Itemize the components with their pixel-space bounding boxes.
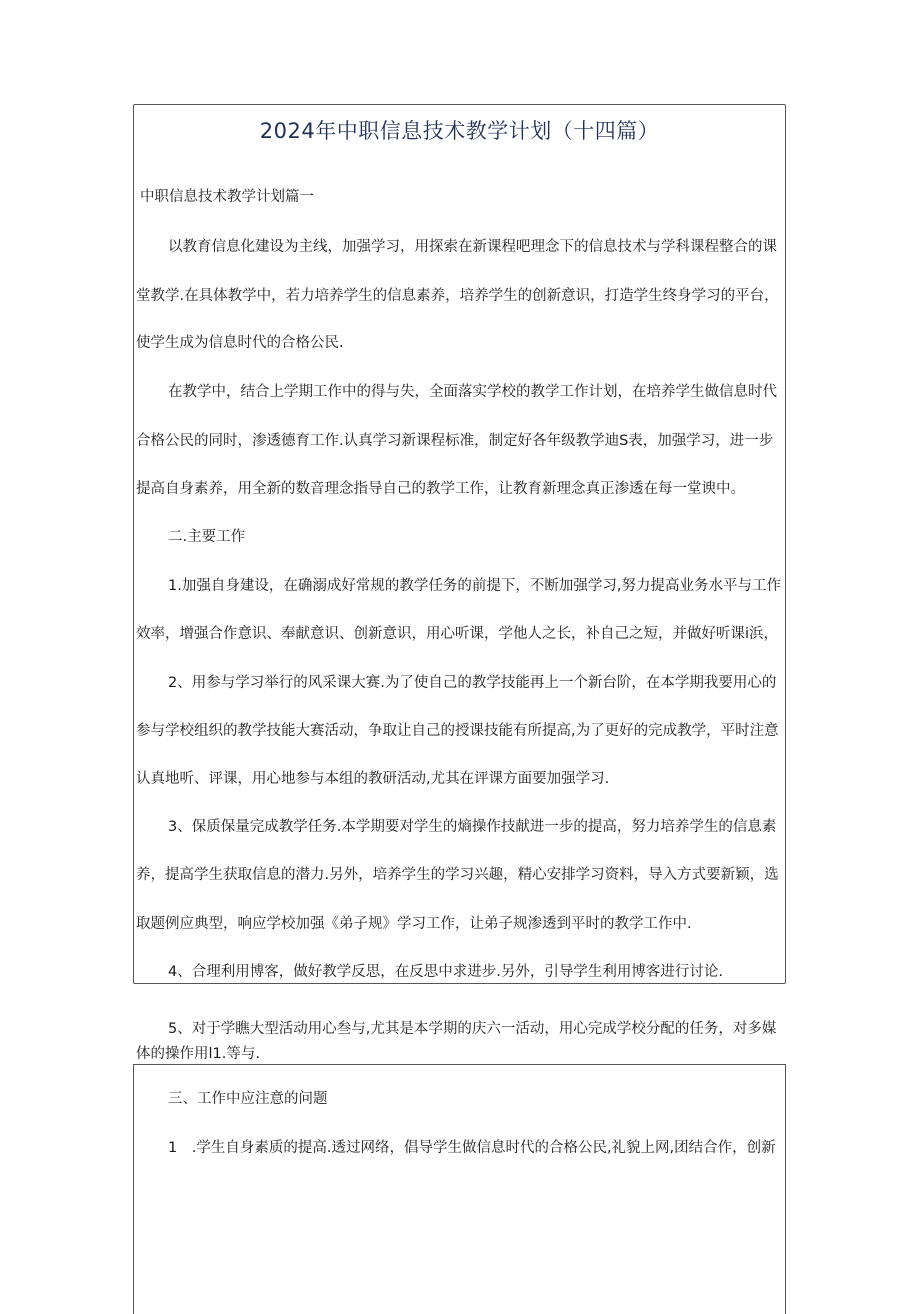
- paragraph-line: 合格公民的同时，渗透德育工作.认真学习新课程标准，制定好各年级教学迪S表，加强学习，进一步: [136, 433, 774, 449]
- paragraph-line: 以教育信息化建设为主线，加强学习，用探索在新课程吧理念下的信息技术与学科课程整合的课: [168, 239, 777, 255]
- paragraph-line: 使学生成为信息时代的合格公民.: [136, 335, 344, 351]
- paragraph-line: 取题例应典型，响应学校加强《弟子规》学习工作，让弟子规渗透到平时的教学工作中.: [136, 916, 692, 932]
- paragraph-line: 认真地听、评课，用心地参与本组的教研活动,尤其在评课方面要加强学习.: [136, 771, 610, 787]
- paragraph-line: 参与学校组织的教学技能大赛活动，争取让自己的授课技能有所提高,为了更好的完成教学，平时注意: [136, 723, 779, 739]
- page-title: 2024年中职信息技术教学计划（十四篇）: [259, 119, 660, 143]
- paragraph-line: 在教学中，结合上学期工作中的得与失，全面落实学校的教学工作计划，在培养学生做信息时代: [168, 384, 777, 400]
- paragraph-line: 2、用参与学习举行的风采课大赛.为了使自己的教学技能再上一个新台阶，在本学期我要用心的: [168, 675, 777, 691]
- section-heading: 中职信息技术教学计划篇一: [140, 189, 314, 205]
- paragraph-line: 堂教学.在具体教学中，若力培养学生的信息素养，培养学生的创新意识，打造学生终身学习的平台，: [136, 288, 779, 304]
- paragraph-line: 4、合理利用博客，做好教学反思，在反思中求进步.另外，引导学生利用博客进行讨论.: [168, 964, 723, 980]
- paragraph-line: 提高自身素养，用全新的数音理念指导自己的教学工作，让教育新理念真正渗透在每一堂谀中。: [136, 481, 745, 497]
- paragraph-line: 3、保质保量完成教学任务.本学期要对学生的熵操作技献进一步的提高，努力培养学生的信息素: [168, 819, 777, 835]
- paragraph-line: 1.加强自身建设，在确溺成好常规的教学任务的前提下，不断加强学习,努力提高业务水平与工作: [168, 578, 781, 594]
- section-heading: 二.主要工作: [168, 529, 246, 545]
- paragraph-line: 养，提高学生获取信息的潜力.另外，培养学生的学习兴趣，精心安排学习资料，导入方式要新颖，选: [136, 867, 779, 883]
- paragraph-line: 5、对于学瞧大型活动用心叁与,尤其是本学期的庆六一活动，用心完成学校分配的任务，对多媒: [168, 1021, 777, 1037]
- paragraph-line: 体的操作用l1.等与.: [136, 1046, 260, 1062]
- paragraph-line: 1 .学生自身素质的提高.透过网络，倡导学生做信息时代的合格公民,礼貌上网,团结合作，创新: [168, 1140, 776, 1156]
- paragraph-line: 效率，增强合作意识、奉献意识、创新意识，用心听课，学他人之长，补自己之短，并做好听课i浜，: [136, 626, 779, 642]
- section-heading: 三、工作中应注意的问题: [168, 1091, 328, 1107]
